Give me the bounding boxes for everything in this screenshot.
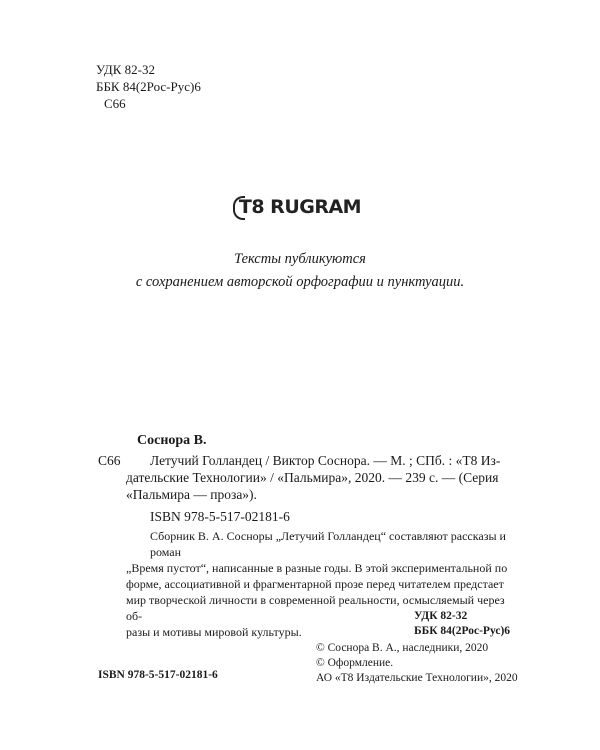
publisher-logo: [0, 196, 600, 218]
note-line-2: с сохранением авторской орфографии и пунктуации.: [135, 274, 465, 290]
copyright-line-1: © Соснора В. А., наследники, 2020: [316, 642, 489, 654]
annotation-line-3: форме, ассоциативной и фрагментарной прозе перед читателем предстает: [126, 577, 504, 591]
catalog-description: [150, 452, 510, 469]
annotation-line-4: мир творческой личности в современной реальности, осмысляемый через об-: [126, 593, 505, 623]
classification-block: [414, 609, 510, 639]
copyright-line-3: АО «Т8 Издательские Технологии», 2020: [316, 672, 518, 684]
publication-note: [0, 248, 600, 294]
copyright-line-2: © Оформление.: [316, 657, 394, 669]
classification-udk: УДК 82-32: [414, 610, 468, 622]
catalog-line-1: Летучий Голландец / Виктор Соснора. — М. ; СПб. : «Т8 Из-: [150, 453, 501, 468]
footer-isbn: ISBN 978-5-517-02181-6: [98, 669, 218, 681]
note-line-1: Тексты публикуются: [234, 251, 366, 267]
annotation-line-1: Сборник В. А. Сосноры „Летучий Голландец“ составляют рассказы и роман: [150, 529, 506, 559]
catalog-continuation: [126, 469, 516, 503]
catalog-line-2: дательские Технологии» / «Пальмира», 2020. — 239 с. — (Серия: [126, 470, 499, 485]
header-code: С66: [104, 96, 126, 111]
logo-text: T8 RUGRAM: [238, 196, 362, 218]
catalog-author: Соснора В.: [137, 433, 207, 448]
classification-bbk: ББК 84(2Рос-Рус)6: [414, 625, 511, 637]
copyright-block: [316, 641, 518, 686]
annotation-line-5: разы и мотивы мировой культуры.: [126, 625, 302, 639]
catalog-line-3: «Пальмира — проза»).: [126, 487, 257, 502]
annotation-line-2: „Время пустот“, написанные в разные годы. В этой экспериментальной по: [126, 561, 508, 575]
header-classification: [96, 61, 201, 112]
header-udk: УДК 82-32: [96, 62, 156, 77]
header-bbk: ББК 84(2Рос-Рус)6: [96, 79, 201, 94]
catalog-code: С66: [98, 453, 121, 468]
catalog-isbn: ISBN 978-5-517-02181-6: [150, 509, 290, 524]
